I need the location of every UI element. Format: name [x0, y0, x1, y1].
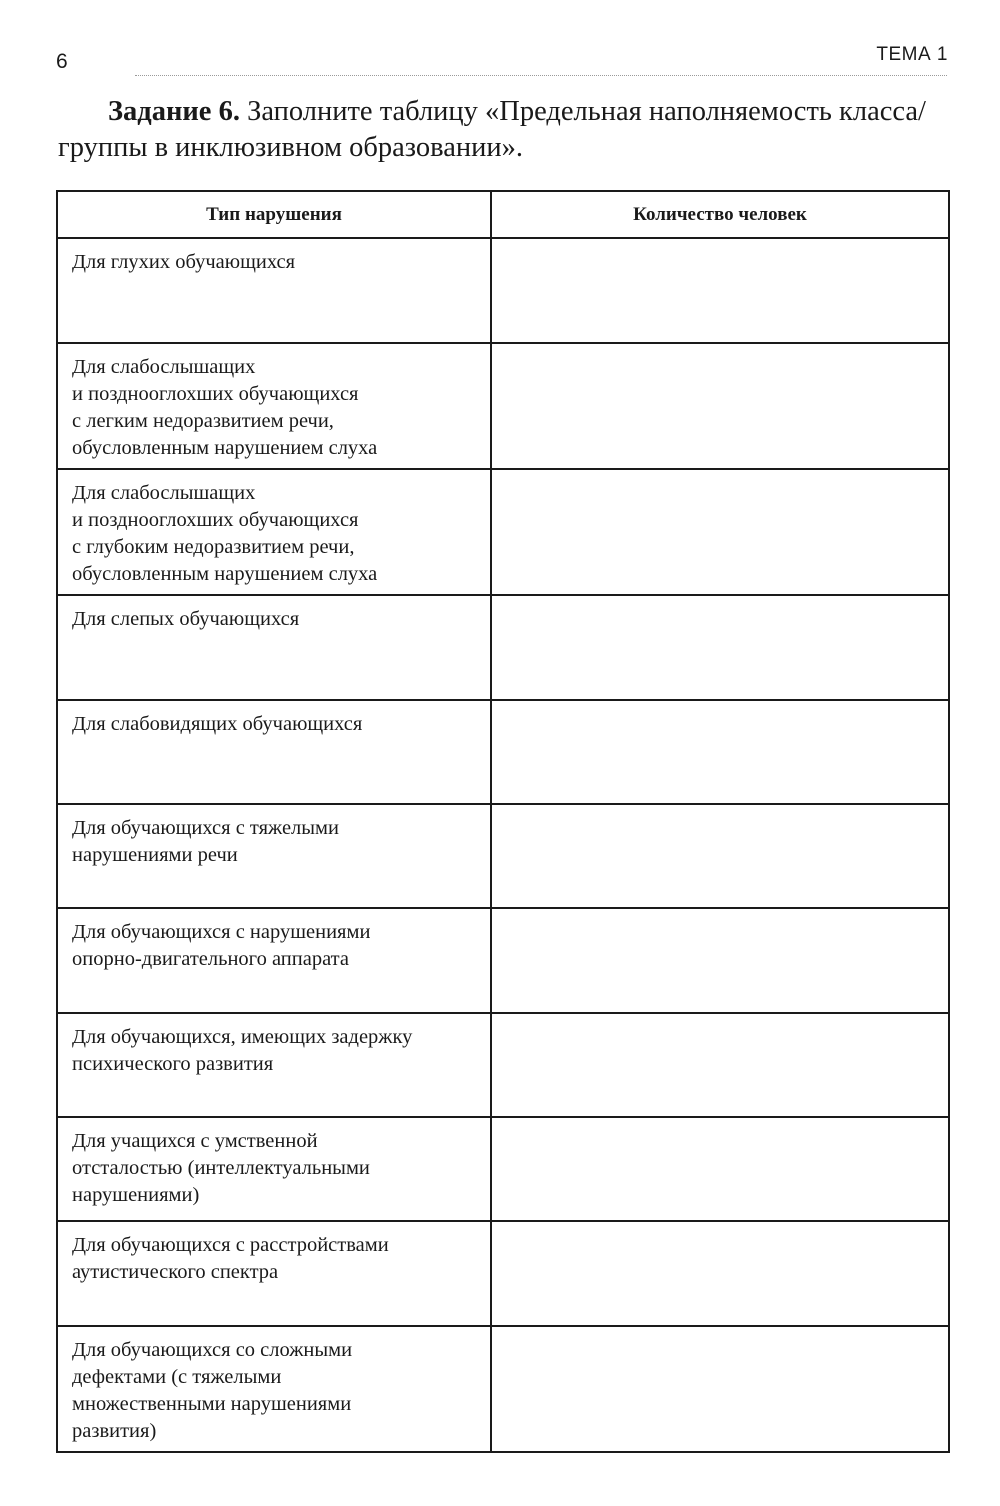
count-cell[interactable]: [491, 343, 949, 469]
type-cell: Для слабослышащих и позднооглохших обучающихся с глубоким недоразвитием речи, обусловленным нарушением слуха: [57, 469, 491, 595]
type-cell: Для обучающихся с тяжелыми нарушениями речи: [57, 804, 491, 908]
count-cell[interactable]: [491, 469, 949, 595]
count-cell[interactable]: [491, 908, 949, 1013]
page-header: [0, 0, 1000, 90]
type-cell: Для обучающихся с нарушениями опорно-двигательного аппарата: [57, 908, 491, 1013]
table-header-row: [57, 191, 949, 238]
type-cell: Для обучающихся со сложными дефектами (с тяжелыми множественными нарушениями развития): [57, 1326, 491, 1452]
count-cell[interactable]: [491, 1221, 949, 1326]
type-cell: Для обучающихся с расстройствами аутистического спектра: [57, 1221, 491, 1326]
table-row: [57, 1013, 949, 1117]
type-cell: Для слабослышащих и позднооглохших обучающихся с легким недоразвитием речи, обусловленным нарушением слуха: [57, 343, 491, 469]
capacity-table: [56, 190, 950, 1453]
count-cell[interactable]: [491, 238, 949, 343]
page-number: 6: [56, 50, 68, 73]
header-rule: [135, 75, 947, 76]
table-row: [57, 469, 949, 595]
type-cell: Для слепых обучающихся: [57, 595, 491, 700]
count-cell[interactable]: [491, 700, 949, 804]
count-cell[interactable]: [491, 804, 949, 908]
type-cell: Для учащихся с умственной отсталостью (интеллектуальными нарушениями): [57, 1117, 491, 1221]
count-cell[interactable]: [491, 1117, 949, 1221]
table-row: [57, 700, 949, 804]
table-row: [57, 1221, 949, 1326]
count-cell[interactable]: [491, 1326, 949, 1452]
table-row: [57, 1326, 949, 1452]
table-row: [57, 595, 949, 700]
type-cell: Для обучающихся, имеющих задержку психического развития: [57, 1013, 491, 1117]
task-statement: [58, 94, 950, 166]
count-cell[interactable]: [491, 1013, 949, 1117]
count-cell[interactable]: [491, 595, 949, 700]
table-row: [57, 908, 949, 1013]
type-cell: Для слабовидящих обучающихся: [57, 700, 491, 804]
type-cell: Для глухих обучающихся: [57, 238, 491, 343]
column-header-type: Тип нарушения: [57, 191, 491, 238]
running-head: ТЕМА 1: [876, 44, 948, 65]
table-row: [57, 343, 949, 469]
table-row: [57, 238, 949, 343]
table-row: [57, 804, 949, 908]
task-label: Задание 6.: [108, 96, 240, 127]
table-row: [57, 1117, 949, 1221]
task-text: Заполните таблицу «Предельная наполняемость класса/ группы в инклюзивном образовании».: [58, 96, 926, 163]
column-header-count: Количество человек: [491, 191, 949, 238]
